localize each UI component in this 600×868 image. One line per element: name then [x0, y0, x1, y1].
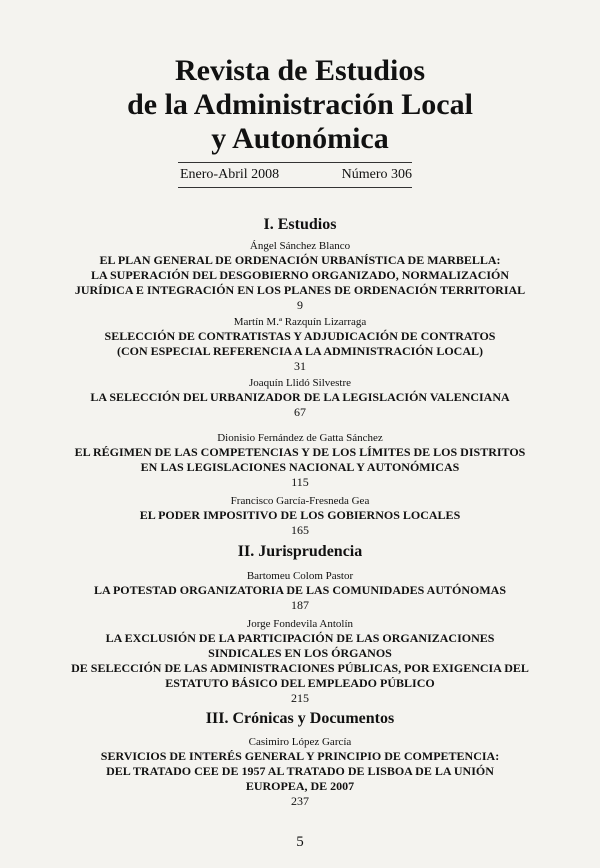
entry-title-line: LA EXCLUSIÓN DE LA PARTICIPACIÓN DE LAS ORGANIZACIONES [105, 631, 495, 645]
entry-author: Dionisio Fernández de Gatta Sánchez [217, 432, 383, 444]
entry-author: Joaquín Llidó Silvestre [248, 377, 352, 389]
toc-entry [0, 618, 600, 705]
entry-title-line: DEL TRATADO CEE DE 1957 AL TRATADO DE LISBOA DE LA UNIÓN [106, 764, 494, 778]
journal-title-line-3: y Autonómica [211, 122, 389, 155]
entry-page-number: 187 [291, 598, 309, 612]
issue-number: Número 306 [341, 167, 412, 182]
entry-title-line: EL PLAN GENERAL DE ORDENACIÓN URBANÍSTICA DE MARBELLA: [99, 253, 501, 267]
issue-date: Enero-Abril 2008 [180, 167, 280, 182]
entry-title-line: SELECCIÓN DE CONTRATISTAS Y ADJUDICACIÓN DE CONTRATOS [104, 329, 496, 343]
entry-page-number: 165 [291, 523, 309, 537]
entry-title-line: LA POTESTAD ORGANIZATORIA DE LAS COMUNIDADES AUTÓNOMAS [93, 583, 507, 597]
entry-title-line: (CON ESPECIAL REFERENCIA A LA ADMINISTRACIÓN LOCAL) [116, 344, 484, 358]
page-folio: 5 [296, 834, 304, 850]
toc-entry [0, 316, 600, 373]
entry-author: Casimiro López García [248, 736, 352, 748]
section-heading-cronicas: III. Crónicas y Documentos [205, 710, 395, 727]
entry-title-line: LA SELECCIÓN DEL URBANIZADOR DE LA LEGISLACIÓN VALENCIANA [90, 390, 510, 404]
entry-page-number: 67 [294, 405, 306, 419]
entry-author: Martín M.ª Razquín Lizarraga [233, 316, 367, 328]
entry-title-line: EN LAS LEGISLACIONES NACIONAL Y AUTONÓMICAS [140, 460, 460, 474]
entry-author: Ángel Sánchez Blanco [249, 240, 351, 252]
journal-title-line-1: Revista de Estudios [174, 54, 426, 87]
entry-title-line: EL PODER IMPOSITIVO DE LOS GOBIERNOS LOCALES [139, 508, 461, 522]
entry-title-line: EL RÉGIMEN DE LAS COMPETENCIAS Y DE LOS LÍMITES DE LOS DISTRITOS [74, 445, 526, 459]
entry-page-number: 115 [291, 475, 309, 489]
entry-title-line: DE SELECCIÓN DE LAS ADMINISTRACIONES PÚBLICAS, POR EXIGENCIA DEL [71, 661, 529, 675]
journal-title [0, 54, 600, 156]
toc-entry [0, 432, 600, 489]
entry-author: Jorge Fondevila Antolín [246, 618, 354, 630]
section-heading-jurisprudencia: II. Jurisprudencia [237, 543, 363, 560]
journal-title-line-2: de la Administración Local [127, 88, 473, 121]
toc-entry [0, 240, 600, 312]
issue-meta [178, 162, 412, 188]
entry-title-line: EUROPEA, DE 2007 [245, 779, 355, 793]
entry-page-number: 237 [291, 794, 309, 808]
toc-entry [0, 495, 600, 537]
entry-title-line: ESTATUTO BÁSICO DEL EMPLEADO PÚBLICO [165, 676, 435, 690]
entry-author: Bartomeu Colom Pastor [246, 570, 354, 582]
section-heading-estudios: I. Estudios [263, 216, 337, 233]
entry-title-line: JURÍDICA E INTEGRACIÓN EN LOS PLANES DE ORDENACIÓN TERRITORIAL [74, 283, 526, 297]
toc-entry [0, 736, 600, 808]
entry-page-number: 215 [291, 691, 309, 705]
entry-page-number: 31 [294, 359, 306, 373]
entry-title-line: SERVICIOS DE INTERÉS GENERAL Y PRINCIPIO DE COMPETENCIA: [100, 749, 500, 763]
entry-title-line: SINDICALES EN LOS ÓRGANOS [208, 646, 392, 660]
entry-author: Francisco García-Fresneda Gea [230, 495, 370, 507]
entry-title-line: LA SUPERACIÓN DEL DESGOBIERNO ORGANIZADO, NORMALIZACIÓN [90, 268, 510, 282]
entry-page-number: 9 [297, 298, 303, 312]
toc-entry [0, 377, 600, 419]
toc-entry [0, 570, 600, 612]
